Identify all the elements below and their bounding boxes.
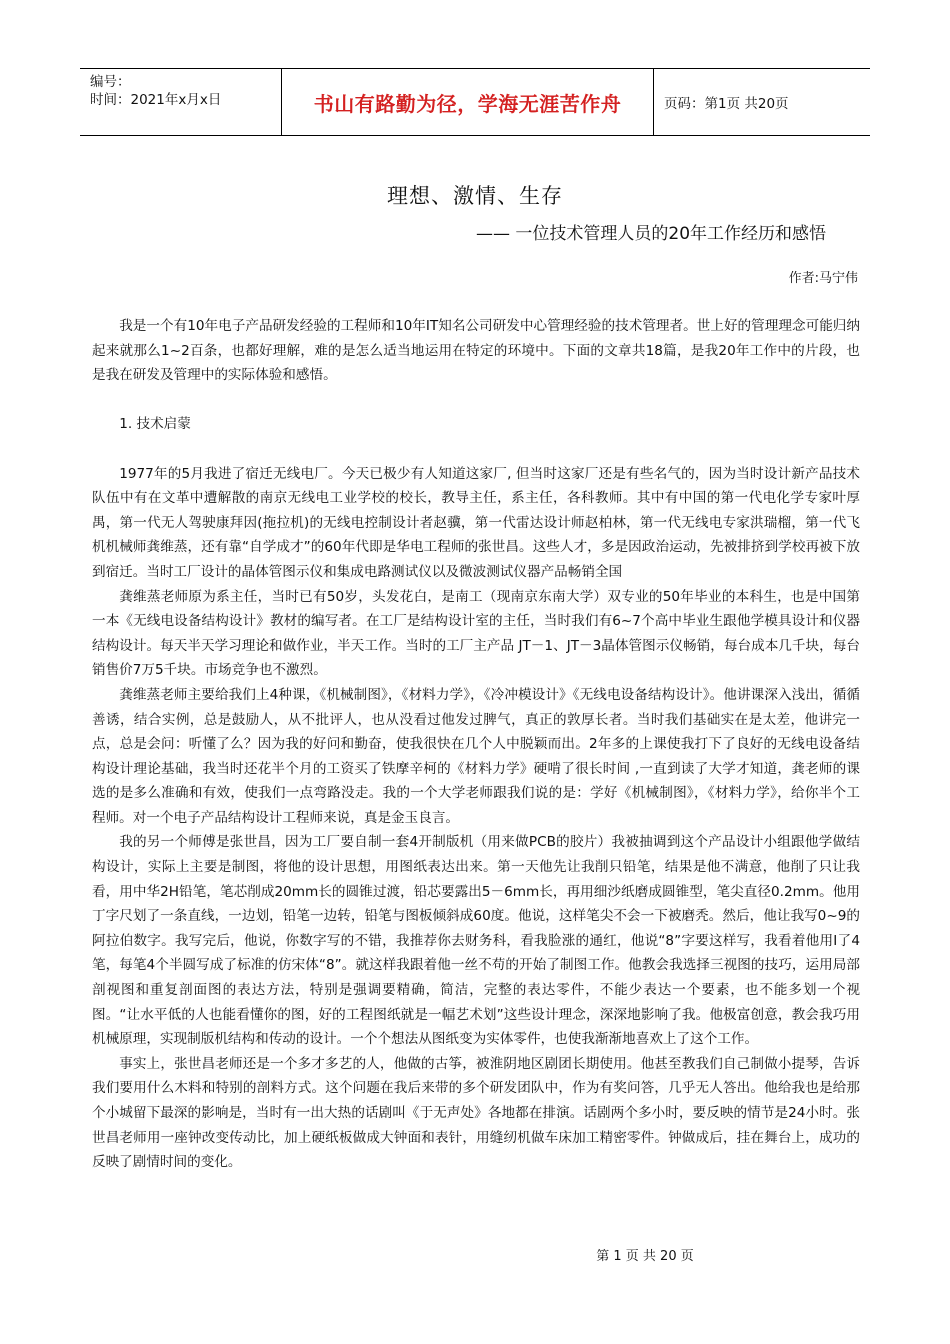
body-paragraph: 龚维蒸老师主要给我们上4种课，《机械制图》，《材料力学》，《冷冲模设计》《无线电设备结构设计》。他讲课深入浅出，循循善诱，结合实例，总是鼓励人，从不批评人，也从没看过他发过脾气，真正的敦厚长者。当时我们基础实在是太差，他讲完一点，总是会问：听懂了么？因为我的好问和勤奋，使我很快在几个人中脱颖而出。2年多的上课使我打下了良好的无线电设备结构设计理论基础，我当时还花半个月的工资买了铁摩辛柯的《材料力学》硬啃了很长时间 ,一直到读了大学才知道，龚老师的课选的是多么准确和有效，使我们一点弯路没走。我的一个大学老师跟我们说的是：学好《机械制图》，《材料力学》，给你半个工程师。对一个电子产品结构设计工程师来说，真是金玉良言。 [92,686,860,826]
author: 作者:马宁伟 [788,271,858,286]
body-paragraph: 事实上，张世昌老师还是一个多才多艺的人，他做的古筝，被淮阴地区剧团长期使用。他甚至教我们自己制做小提琴，告诉我们要用什么木料和特别的剖料方式。这个问题在我后来带的多个研发团队中，作为有奖问答，几乎无人答出。他给我也是给那个小城留下最深的影响是，当时有一出大热的话剧叫《于无声处》各地都在排演。话剧两个多小时，要反映的情节是24小时。张世昌老师用一座钟改变传动比，加上硬纸板做成大钟面和表针，用缝纫机做车床加工精密零件。钟做成后，挂在舞台上，成功的反映了剧情时间的变化。 [92,1055,860,1171]
body-paragraph: 我的另一个师傅是张世昌，因为工厂要自制一套4开制版机（用来做PCB的胶片）我被抽调到这个产品设计小组跟他学做结构设计，实际上主要是制图，将他的设计思想，用图纸表达出来。第一天他先让我削只铅笔，结果是他不满意，他削了只让我看，用中华2H铅笔，笔芯削成20mm长的圆锥过渡，铅芯要露出5－6mm长，再用细沙纸磨成圆锥型，笔尖直径0.2mm。他用丁字尺划了一条直线，一边划，铅笔一边转，铅笔与图板倾斜成60度。他说，这样笔尖不会一下被磨秃。然后，他让我写0~9的阿拉伯数字。我写完后，他说，你数字写的不错，我推荐你去财务科，看我脸涨的通红，他说“8”字要这样写，我看着他用I了4笔，每笔4个半圆写成了标准的仿宋体“8”。就这样我跟着他一丝不苟的开始了制图工作。他教会我选择三视图的技巧，运用局部剖视图和重复剖面图的表达方法，特别是强调要精确，简洁，完整的表达零件，不能少表达一个要素，也不能多划一个视图。“让水平低的人也能看懂你的图，好的工程图纸就是一幅艺术划”这些设计理念，深深地影响了我。他极富创意，教会我巧用机械原理，实现制版机结构和传动的设计。一个个想法从图纸变为实体零件，也使我渐渐地喜欢上了这个工作。 [92,834,860,1048]
intro-paragraph: 我是一个有10年电子产品研发经验的工程师和10年IT知名公司研发中心管理经验的技术管理者。世上好的管理理念可能归纳起来就那么1~2百条，也都好理解，难的是怎么适当地运用在特定的环境中。下面的文章共18篇，是我20年工作中的片段，也是我在研发及管理中的实际体验和感悟。 [92,318,860,384]
document-subtitle: —— 一位技术管理人员的20年工作经历和感悟 [476,224,827,244]
document-body [92,314,860,1175]
number-label: 编号： [90,74,131,90]
time-label: 时间：2021年x月x日 [90,92,222,108]
header-table [80,68,870,136]
body-paragraph: 1977年的5月我进了宿迁无线电厂。今天已极少有人知道这家厂, 但当时这家厂还是有些名气的，因为当时设计新产品技术队伍中有在文革中遭解散的南京无线电工业学校的校长，教导主任，系主任，各科教师。其中有中国的第一代电化学专家叶厚禺，第一代无人驾驶康拜因(拖拉机)的无线电控制设计者赵骥，第一代雷达设计师赵柏林，第一代无线电专家洪瑞榴，第一代飞机机械师龚维蒸，还有靠“自学成才”的60年代即是华电工程师的张世昌。这些人才，多是因政治运动，先被排挤到学校再被下放到宿迁。当时工厂设计的晶体管图示仪和集成电路测试仪以及微波测试仪器产品畅销全国 [92,465,860,580]
page-footer: 第 1 页 共 20 页 [596,1249,694,1264]
header-motto-cell [282,69,654,135]
section-heading: 1. 技术启蒙 [119,416,191,433]
motto: 书山有路勤为径，学海无涯苦作舟 [313,91,622,116]
header-page-info: 页码：第1页 共20页 [664,96,789,112]
body-paragraph: 龚维蒸老师原为系主任，当时已有50岁，头发花白，是南工（现南京东南大学）双专业的50年毕业的本科生，也是中国第一本《无线电设备结构设计》教材的编写者。在工厂是结构设计室的主任，当时我们有6~7个高中毕业生跟他学模具设计和仪器结构设计。每天半天学习理论和做作业，半天工作。当时的工厂主产品 JT－1、JT－3晶体管图示仪畅销，每台成本几千块，每台销售价7万5千块。市场竞争也不激烈。 [92,588,860,679]
header-meta [80,69,282,135]
document-title: 理想、激情、生存 [387,184,563,208]
